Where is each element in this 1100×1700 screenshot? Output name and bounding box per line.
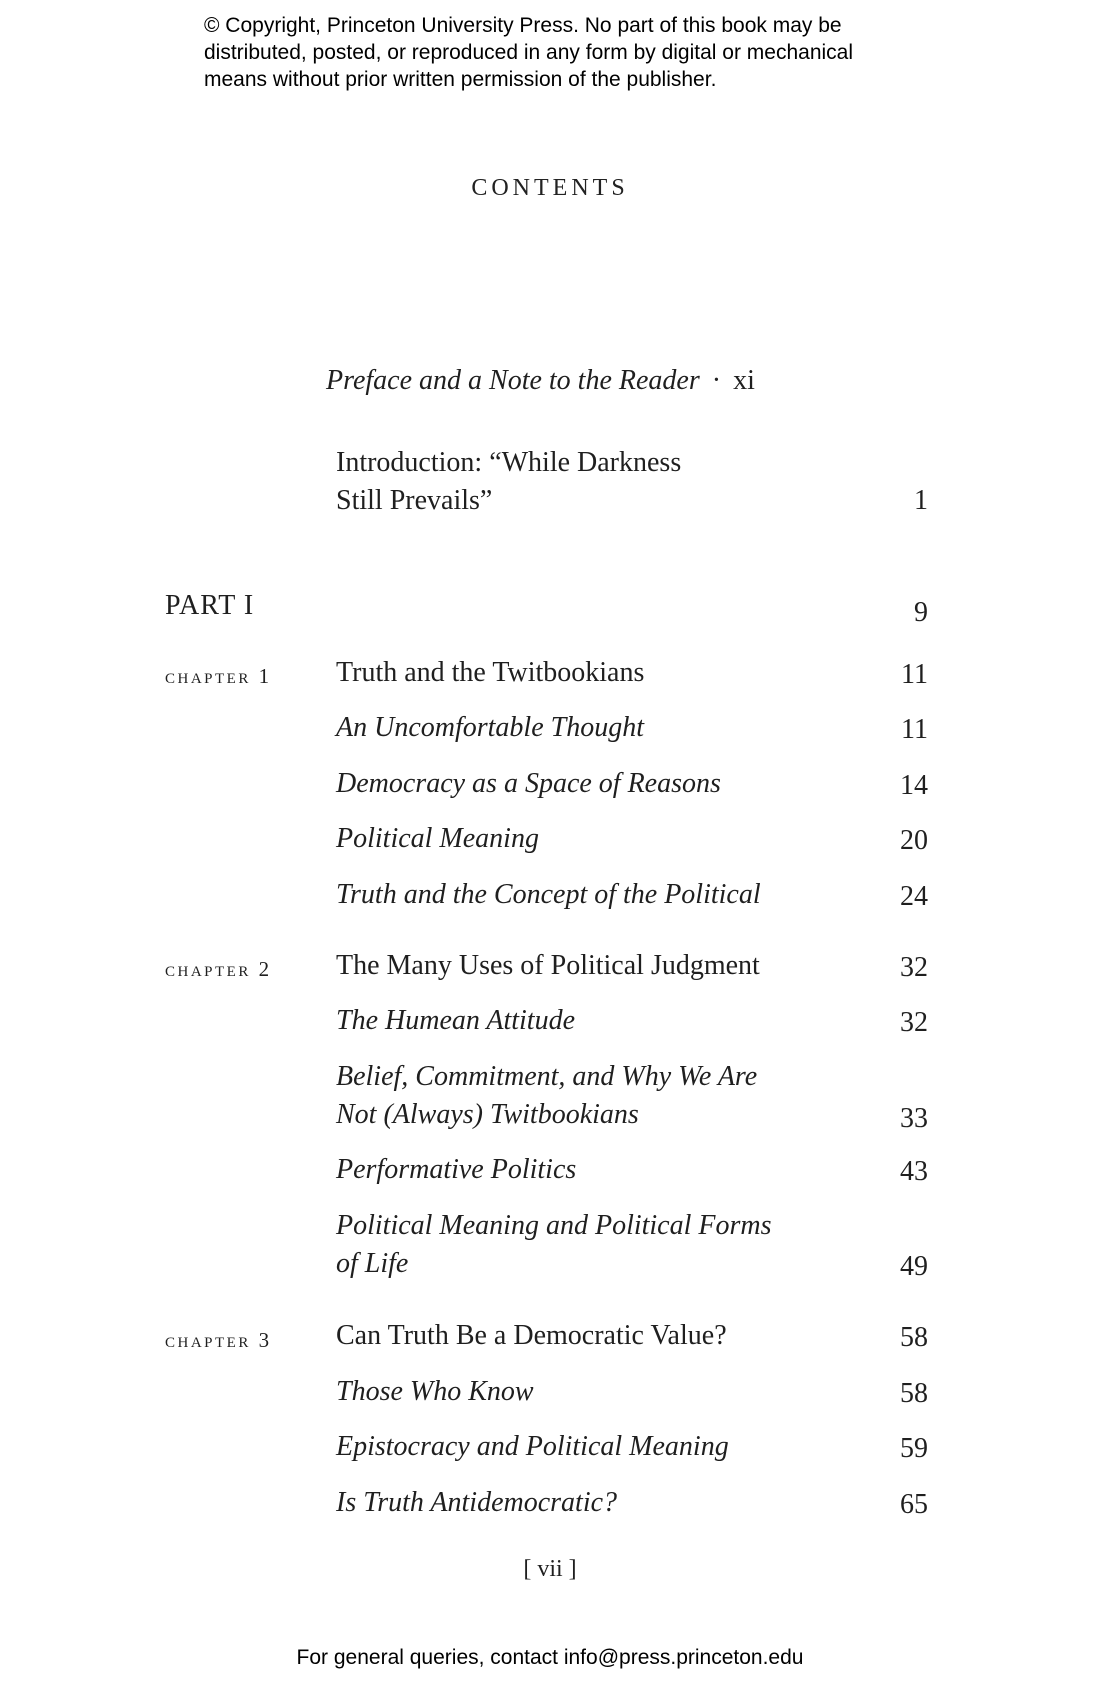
section-page: 59: [900, 1433, 928, 1464]
chapter-page: 11: [901, 659, 928, 690]
page-folio: [ vii ]: [523, 1556, 577, 1582]
part-label: PART I: [165, 590, 255, 621]
section-title-line: Not (Always) Twitbookians: [336, 1099, 639, 1130]
contents-heading: CONTENTS: [471, 175, 629, 201]
copyright-line: © Copyright, Princeton University Press. No part of this book may be: [204, 14, 842, 37]
toc-introduction[interactable]: [336, 444, 681, 520]
copyright-line: means without prior written permission of the publisher.: [204, 68, 717, 91]
section-title[interactable]: Is Truth Antidemocratic?: [336, 1487, 618, 1518]
section-title-line: Political Meaning and Political Forms: [336, 1210, 772, 1241]
section-title[interactable]: Political Meaning: [336, 823, 539, 854]
section-title-line: of Life: [336, 1248, 409, 1279]
section-title[interactable]: An Uncomfortable Thought: [336, 712, 644, 743]
copyright-line: distributed, posted, or reproduced in any form by digital or mechanical: [204, 41, 854, 64]
part-page: 9: [914, 597, 928, 628]
section-page: 11: [901, 714, 928, 745]
section-title[interactable]: [336, 1058, 757, 1134]
section-page: 24: [900, 881, 928, 912]
introduction-page: 1: [914, 485, 928, 516]
section-page: 58: [900, 1378, 928, 1409]
toc-preface[interactable]: [326, 362, 755, 400]
section-page: 20: [900, 825, 928, 856]
chapter-label: chapter 2: [165, 957, 272, 981]
preface-page: xi: [733, 365, 755, 396]
section-title[interactable]: [336, 1207, 772, 1283]
chapter-title[interactable]: The Many Uses of Political Judgment: [336, 950, 760, 981]
section-title[interactable]: Democracy as a Space of Reasons: [336, 768, 721, 799]
section-title[interactable]: The Humean Attitude: [336, 1005, 576, 1036]
preface-title: Preface and a Note to the Reader: [326, 365, 700, 396]
section-title[interactable]: Performative Politics: [336, 1154, 577, 1185]
section-title[interactable]: Those Who Know: [336, 1376, 534, 1407]
chapter-label: chapter 1: [165, 664, 272, 688]
section-title[interactable]: Epistocracy and Political Meaning: [336, 1431, 729, 1462]
dot-separator: ·: [711, 365, 722, 396]
section-page: 65: [900, 1489, 928, 1520]
section-page: 33: [900, 1103, 928, 1134]
footer-contact: For general queries, contact info@press.princeton.edu: [296, 1646, 804, 1669]
section-page: 14: [900, 770, 928, 801]
introduction-title-line: Still Prevails”: [336, 485, 493, 516]
chapter-label: chapter 3: [165, 1328, 272, 1352]
chapter-page: 32: [900, 952, 928, 983]
introduction-title-line: Introduction: “While Darkness: [336, 447, 682, 478]
section-title[interactable]: Truth and the Concept of the Political: [336, 879, 761, 910]
chapter-page: 58: [900, 1322, 928, 1353]
section-page: 32: [900, 1007, 928, 1038]
copyright-notice: [204, 12, 924, 93]
section-page: 49: [900, 1251, 928, 1282]
section-page: 43: [900, 1156, 928, 1187]
section-title-line: Belief, Commitment, and Why We Are: [336, 1061, 758, 1092]
chapter-title[interactable]: Can Truth Be a Democratic Value?: [336, 1320, 727, 1351]
chapter-title[interactable]: Truth and the Twitbookians: [336, 657, 645, 688]
